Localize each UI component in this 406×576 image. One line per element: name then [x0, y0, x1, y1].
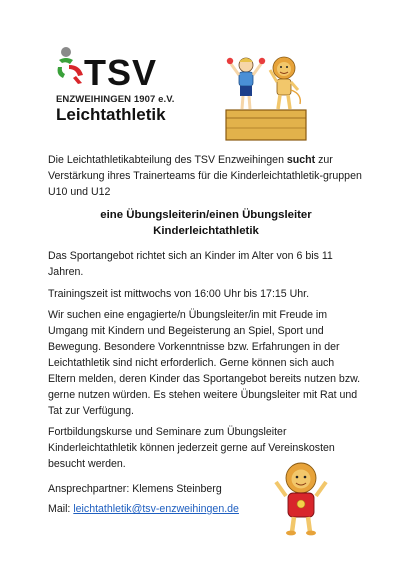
age-paragraph: Das Sportangebot richtet sich an Kinder im Alter von 6 bis 11 Jahren.	[48, 250, 333, 278]
department-title: Leichtathletik	[56, 105, 166, 124]
position-title-line1: eine Übungsleiterin/einen Übungsleiter	[100, 209, 312, 221]
intro-text-1: Die Leichtathletikabteilung des TSV Enzweihingen	[48, 154, 287, 166]
club-logo	[56, 45, 176, 135]
mail-label: Mail:	[48, 503, 74, 515]
training-courses-paragraph: Fortbildungskurse und Seminare zum Übungsleiter Kinderleichtathletik können jederzeit gerne auf Vereinskosten besucht werden.	[48, 426, 335, 470]
contact-mail-line	[48, 501, 278, 517]
lion-mascot-icon	[272, 460, 330, 536]
mascot-illustration	[222, 50, 312, 142]
position-title-line2: Kinderleichtathletik	[153, 225, 259, 237]
training-time-paragraph: Trainingszeit ist mittwochs von 16:00 Uhr bis 17:15 Uhr.	[48, 288, 310, 300]
intro-emphasis: sucht	[286, 154, 316, 166]
requirements-paragraph: Wir suchen eine engagierte/n Übungsleiter/in mit Freude im Umgang mit Kindern und Begeisterung an Spiel, Sport und Bewegung. Besondere Vorkenntnisse bzw. Erfahrungen in der Leichtathletik sind nicht erforderlich. Gerne können sich auch Eltern melden, deren Kinder das Sportangebot bereits nutzen bzw. gerne nutzen würden. Es stehen weitere Übungsleiter mit Rat und Tat zur Verfügung.	[48, 309, 361, 417]
contact-person: Ansprechpartner: Klemens Steinberg	[48, 483, 222, 495]
email-link[interactable]: leichtathletik@tsv-enzweihingen.de	[73, 503, 239, 515]
position-title	[48, 207, 364, 239]
club-subline: ENZWEIHINGEN 1907 e.V.	[56, 94, 175, 105]
club-name: TSV	[84, 52, 158, 93]
intro-text-2: zur Verstärkung ihres Trainerteams für die Kinderleichtathletik-gruppen U10 und U12	[48, 154, 362, 198]
intro-paragraph	[48, 152, 364, 200]
